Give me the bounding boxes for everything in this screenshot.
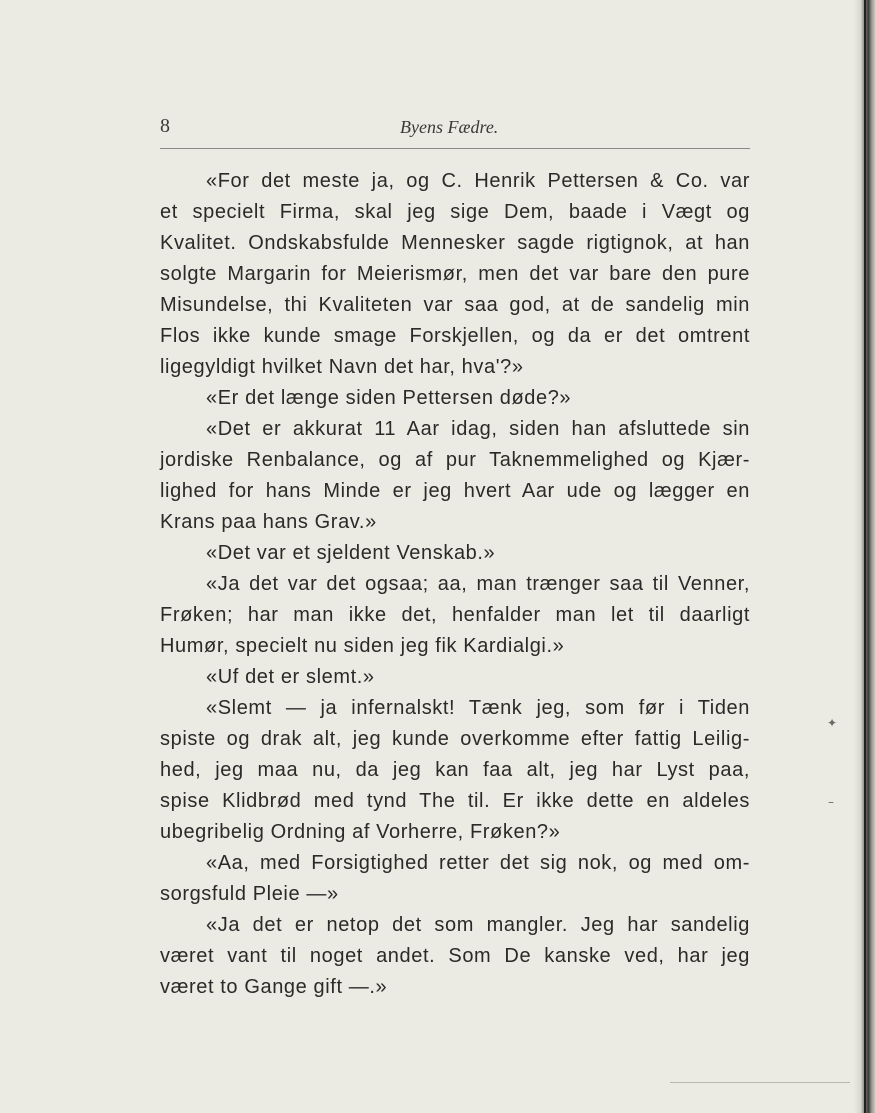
running-title: Byens Fædre. xyxy=(400,117,499,137)
text-line: spise Klidbrød med tynd The til. Er ikke dette en aldeles xyxy=(160,790,750,812)
text-line: Frøken; har man ikke det, henfalder man let til daarligt xyxy=(160,604,750,626)
text-line: «Det var et sjeldent Venskab.» xyxy=(206,542,496,564)
page-edge-line xyxy=(864,0,866,1113)
text-line: Flos ikke kunde smage Forskjellen, og da er det omtrent xyxy=(160,325,750,347)
text-line: solgte Margarin for Meierismør, men det var bare den pure xyxy=(160,263,750,285)
page-header xyxy=(160,115,750,145)
text-line: et specielt Firma, skal jeg sige Dem, baade i Vægt og xyxy=(160,201,750,223)
text-line: ubegribelig Ordning af Vorherre, Frøken?» xyxy=(160,821,561,843)
bottom-rule xyxy=(670,1082,850,1083)
text-line: «Slemt — ja infernalskt! Tænk jeg, som før i Tiden xyxy=(206,697,750,719)
text-line: «Ja det var det ogsaa; aa, man trænger saa til Venner, xyxy=(206,573,750,595)
text-line: «For det meste ja, og C. Henrik Pettersen & Co. var xyxy=(206,170,750,192)
text-line: hed, jeg maa nu, da jeg kan faa alt, jeg har Lyst paa, xyxy=(160,759,750,781)
text-line: ligegyldigt hvilket Navn det har, hva'?» xyxy=(160,356,524,378)
text-line: Misundelse, thi Kvaliteten var saa god, at de sandelig min xyxy=(160,294,750,316)
text-line: været to Gange gift —.» xyxy=(160,976,388,998)
text-line: «Uf det er slemt.» xyxy=(206,666,375,688)
margin-mark: ✦ xyxy=(827,716,838,730)
page-number: 8 xyxy=(160,115,170,137)
text-line: lighed for hans Minde er jeg hvert Aar ude og lægger en xyxy=(160,480,750,502)
text-line: Krans paa hans Grav.» xyxy=(160,511,377,533)
body-text xyxy=(160,166,750,1003)
margin-mark: – xyxy=(828,795,834,809)
text-line: «Det er akkurat 11 Aar idag, siden han afsluttede sin xyxy=(206,418,750,440)
header-rule xyxy=(160,148,750,149)
text-line: «Aa, med Forsigtighed retter det sig nok, og med om- xyxy=(206,852,750,874)
text-line: sorgsfuld Pleie —» xyxy=(160,883,339,905)
text-line: «Ja det er netop det som mangler. Jeg har sandelig xyxy=(206,914,750,936)
text-line: Kvalitet. Ondskabsfulde Mennesker sagde rigtignok, at han xyxy=(160,232,750,254)
text-line: jordiske Renbalance, og af pur Taknemmelighed og Kjær- xyxy=(160,449,750,471)
text-line: «Er det længe siden Pettersen døde?» xyxy=(206,387,572,409)
text-line: spiste og drak alt, jeg kunde overkomme efter fattig Leilig- xyxy=(160,728,750,750)
text-line: Humør, specielt nu siden jeg fik Kardialgi.» xyxy=(160,635,565,657)
text-line: været vant til noget andet. Som De kanske ved, har jeg xyxy=(160,945,750,967)
